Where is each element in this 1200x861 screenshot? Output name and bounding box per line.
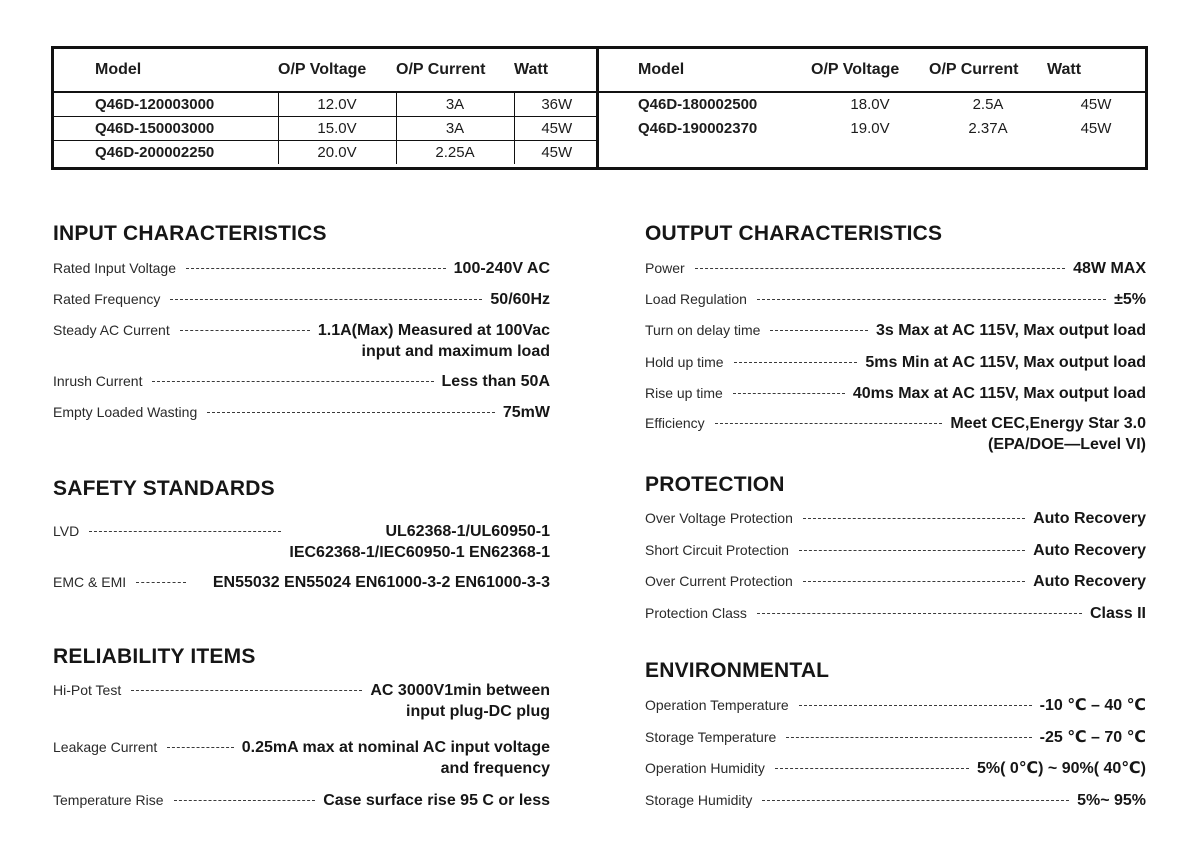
environmental-title: ENVIRONMENTAL bbox=[645, 659, 830, 682]
voltage-cell: 18.0V bbox=[850, 96, 890, 113]
spec-value: AC 3000V1min between input plug-DC plug bbox=[370, 682, 550, 720]
header-voltage: O/P Voltage bbox=[811, 49, 929, 92]
leader-dots bbox=[775, 768, 969, 769]
leader-dots bbox=[734, 362, 858, 363]
table-header-row bbox=[54, 49, 599, 92]
spec-value: 5%~ 95% bbox=[1077, 792, 1146, 809]
table-header-row bbox=[599, 49, 1145, 92]
spec-label: Operation Temperature bbox=[645, 697, 789, 713]
leader-dots bbox=[180, 330, 310, 331]
spec-row bbox=[53, 258, 550, 279]
spec-row bbox=[645, 695, 1146, 716]
spec-value: Meet CEC,Energy Star 3.0 (EPA/DOE—Level VI) bbox=[950, 415, 1146, 453]
leader-dots bbox=[733, 393, 845, 394]
spec-label: Steady AC Current bbox=[53, 322, 170, 338]
model-cell: Q46D-150003000 bbox=[54, 116, 278, 140]
header-watt: Watt bbox=[1047, 49, 1145, 92]
spec-row bbox=[53, 289, 550, 310]
spec-value: -10 ℃ – 40 ℃ bbox=[1039, 697, 1146, 714]
spec-label: Temperature Rise bbox=[53, 792, 164, 808]
table-row bbox=[599, 92, 1145, 116]
current-cell: 2.25A bbox=[396, 140, 514, 164]
spec-value: -25 ℃ – 70 ℃ bbox=[1039, 729, 1146, 746]
model-cell: Q46D-190002370 bbox=[638, 119, 758, 137]
spec-label: Storage Temperature bbox=[645, 729, 777, 745]
spec-label: Turn on delay time bbox=[645, 322, 761, 338]
leader-dots bbox=[715, 423, 943, 424]
spec-label: Over Voltage Protection bbox=[645, 510, 793, 526]
model-table-left bbox=[54, 49, 599, 167]
protection-title: PROTECTION bbox=[645, 473, 785, 496]
spec-label: Rise up time bbox=[645, 385, 723, 401]
spec-value: 100-240V AC bbox=[453, 260, 550, 277]
model-cell: Q46D-180002500 bbox=[638, 96, 758, 113]
spec-row bbox=[53, 521, 550, 563]
header-model: Model bbox=[54, 49, 278, 92]
leader-dots bbox=[695, 268, 1065, 269]
voltage-cell: 19.0V bbox=[850, 119, 890, 137]
spec-label: LVD bbox=[53, 523, 80, 539]
spec-value: Auto Recovery bbox=[1033, 510, 1146, 527]
header-voltage: O/P Voltage bbox=[278, 49, 396, 92]
spec-row bbox=[645, 383, 1146, 404]
spec-value: 3s Max at AC 115V, Max output load bbox=[875, 322, 1146, 339]
current-cell: 2.5A bbox=[972, 96, 1004, 113]
table-row bbox=[599, 140, 1145, 164]
spec-row bbox=[645, 758, 1146, 779]
spec-label: Efficiency bbox=[645, 415, 705, 431]
spec-value: Auto Recovery bbox=[1033, 573, 1146, 590]
model-cell: Q46D-200002250 bbox=[95, 143, 215, 161]
model-table-right bbox=[599, 49, 1145, 167]
spec-value: 5%( 0℃) ~ 90%( 40℃) bbox=[976, 760, 1146, 777]
leader-dots bbox=[131, 690, 362, 691]
current-cell: 3A bbox=[396, 116, 514, 140]
spec-label: EMC & EMI bbox=[53, 574, 127, 590]
leader-dots bbox=[207, 412, 495, 413]
spec-value: 1.1A(Max) Measured at 100Vac input and maximum load bbox=[317, 322, 550, 360]
table-row bbox=[54, 140, 599, 164]
leader-dots bbox=[762, 800, 1069, 801]
spec-label: Rated Frequency bbox=[53, 291, 161, 307]
header-watt: Watt bbox=[514, 49, 599, 92]
spec-value: 50/60Hz bbox=[490, 291, 550, 308]
spec-value: Auto Recovery bbox=[1033, 542, 1146, 559]
leader-dots bbox=[89, 531, 281, 532]
voltage-cell: 20.0V bbox=[278, 140, 396, 164]
voltage-cell: 15.0V bbox=[278, 116, 396, 140]
spec-value: 5ms Min at AC 115V, Max output load bbox=[865, 354, 1146, 371]
leader-dots bbox=[757, 299, 1106, 300]
spec-row bbox=[645, 352, 1146, 373]
spec-label: Empty Loaded Wasting bbox=[53, 404, 198, 420]
output-title: OUTPUT CHARACTERISTICS bbox=[645, 222, 943, 245]
leader-dots bbox=[174, 800, 316, 801]
leader-dots bbox=[803, 518, 1025, 519]
input-title: INPUT CHARACTERISTICS bbox=[53, 222, 327, 245]
leader-dots bbox=[170, 299, 482, 300]
spec-label: Power bbox=[645, 260, 685, 276]
leader-dots bbox=[136, 582, 186, 583]
empty-cell bbox=[599, 140, 1145, 164]
model-table bbox=[51, 46, 1148, 170]
spec-label: Short Circuit Protection bbox=[645, 542, 789, 558]
spec-row bbox=[645, 571, 1146, 592]
leader-dots bbox=[186, 268, 446, 269]
leader-dots bbox=[770, 330, 868, 331]
spec-value: Case surface rise 95 C or less bbox=[323, 792, 550, 809]
table-row bbox=[599, 116, 1145, 140]
spec-row bbox=[645, 508, 1146, 529]
watt-cell: 36W bbox=[514, 92, 599, 116]
spec-row bbox=[645, 790, 1146, 811]
spec-row bbox=[645, 727, 1146, 748]
spec-row bbox=[645, 320, 1146, 341]
leader-dots bbox=[167, 747, 233, 748]
spec-row bbox=[645, 413, 1146, 455]
spec-value: 75mW bbox=[502, 404, 550, 421]
spec-row bbox=[645, 258, 1146, 279]
spec-value: 48W MAX bbox=[1073, 260, 1146, 277]
spec-row bbox=[645, 603, 1146, 624]
header-current: O/P Current bbox=[929, 49, 1047, 92]
spec-value: UL62368-1/UL60950-1 IEC62368-1/IEC60950-1 EN62368-1 bbox=[289, 523, 550, 561]
spec-label: Load Regulation bbox=[645, 291, 747, 307]
current-cell: 3A bbox=[396, 92, 514, 116]
table-row bbox=[54, 116, 599, 140]
watt-cell: 45W bbox=[1080, 119, 1112, 137]
spec-label: Rated Input Voltage bbox=[53, 260, 176, 276]
spec-value: Less than 50A bbox=[441, 373, 550, 390]
spec-value: 0.25mA max at nominal AC input voltage and frequency bbox=[241, 739, 550, 777]
spec-row bbox=[645, 289, 1146, 310]
spec-row bbox=[53, 572, 550, 593]
leader-dots bbox=[803, 581, 1025, 582]
spec-row bbox=[53, 790, 550, 811]
spec-label: Over Current Protection bbox=[645, 573, 793, 589]
safety-title: SAFETY STANDARDS bbox=[53, 477, 275, 500]
spec-label: Inrush Current bbox=[53, 373, 143, 389]
watt-cell: 45W bbox=[1080, 96, 1112, 113]
header-model: Model bbox=[599, 49, 811, 92]
spec-value: ±5% bbox=[1114, 291, 1146, 308]
leader-dots bbox=[152, 381, 433, 382]
spec-row bbox=[53, 320, 550, 362]
spec-row bbox=[53, 737, 550, 779]
model-cell: Q46D-120003000 bbox=[54, 92, 278, 116]
spec-label: Operation Humidity bbox=[645, 760, 765, 776]
current-cell: 2.37A bbox=[968, 119, 1008, 137]
leader-dots bbox=[799, 550, 1025, 551]
spec-label: Hi-Pot Test bbox=[53, 682, 122, 698]
leader-dots bbox=[786, 737, 1031, 738]
spec-row bbox=[53, 680, 550, 722]
spec-label: Hold up time bbox=[645, 354, 724, 370]
spec-label: Protection Class bbox=[645, 605, 747, 621]
spec-value: 40ms Max at AC 115V, Max output load bbox=[852, 385, 1146, 402]
spec-row bbox=[53, 371, 550, 392]
spec-value: EN55032 EN55024 EN61000-3-2 EN61000-3-3 bbox=[212, 574, 550, 591]
spec-value: Class II bbox=[1089, 605, 1146, 622]
watt-cell: 45W bbox=[514, 116, 599, 140]
voltage-cell: 12.0V bbox=[278, 92, 396, 116]
leader-dots bbox=[799, 705, 1032, 706]
leader-dots bbox=[757, 613, 1082, 614]
reliability-title: RELIABILITY ITEMS bbox=[53, 645, 256, 668]
table-row bbox=[54, 92, 599, 116]
watt-cell: 45W bbox=[514, 140, 599, 164]
spec-row bbox=[645, 540, 1146, 561]
spec-row bbox=[53, 402, 550, 423]
spec-label: Storage Humidity bbox=[645, 792, 753, 808]
header-current: O/P Current bbox=[396, 49, 514, 92]
spec-label: Leakage Current bbox=[53, 739, 158, 755]
